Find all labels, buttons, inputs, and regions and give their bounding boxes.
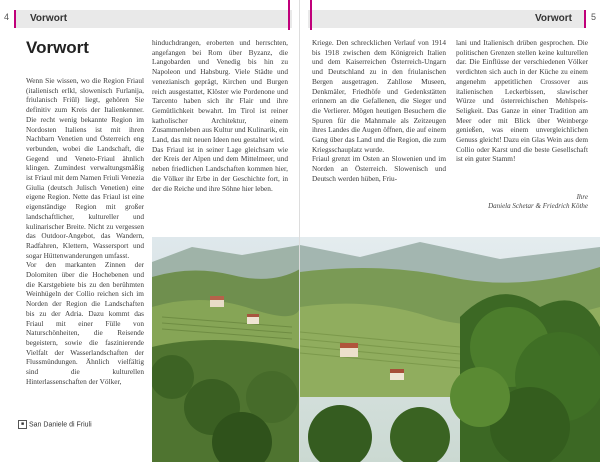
author-signature	[456, 193, 588, 211]
paragraph: Das Friaul ist in seiner Lage gleichsam wie der Kreis der Alpen und dem Mittelmeer, und neben friedlichen Landschaften kommen hier, die Völker ihr Erbe in der Geschichte fort, in der die Reiche und ihre Söhne hier leben.	[152, 144, 288, 193]
paragraph: hinduchdrangen, eroberten und herrschten, angefangen bei Rom über Byzanz, die Langobarden und Venedig bis hin zu Napoleon und Habsburg. Viele Städte und venezianisch geprägt, Kirchen und Burgen reich ausgestattet, Klöster wie Pordenone und Tarcento haben sich ihr Flair und ihre Gemütlichkeit bewahrt. Im Tirol ist reiner katholischer Architektur, einem Zusammenleben aus Kultur und Kulinarik, ein Land, das mit neuen Ideen neu gestaltet wird.	[152, 38, 288, 145]
text-column-2	[456, 38, 588, 164]
landscape-photo-left	[152, 237, 300, 462]
running-header-label: Vorwort	[534, 13, 572, 24]
page-number: 5	[590, 12, 596, 22]
running-header-label: Vorwort	[30, 13, 68, 24]
camera-icon: ■	[18, 420, 27, 429]
chapter-title: Vorwort	[26, 38, 89, 57]
paragraph: Kriege. Den schrecklichen Verlauf von 1914 bis 1918 zwischen dem Königreich Italien und dem Kaiserreichen Österreich-Ungarn und Deutschland zu in den friulanischen Bergen ausgetragen. Zahllose Museen, Denkmäler, Friedhöfe und Gedenkstätten erinnern an die Gefallenen, die Sieger und die Verlierer. Mögen heutigen Besuchern die Spuren für die Mahnmale als Zeitzeugen ihres Landes die Augen öffnen, die auf einem Gang über das Land und die Region, die zum Kriegsschauplatz wurde.	[312, 38, 446, 154]
text-column-1	[26, 76, 144, 387]
landscape-photo-right	[300, 237, 600, 462]
signature-names: Daniela Schetar & Friedrich Köthe	[488, 202, 588, 210]
right-page	[300, 0, 600, 462]
accent-tick	[288, 0, 290, 30]
accent-tick	[310, 0, 312, 30]
signature-greeting: Ihre	[576, 193, 588, 201]
paragraph: Friaul grenzt im Osten an Slowenien und im Norden an Österreich. Slowenisch und Deutsch werden hüben, Friu-	[312, 154, 446, 183]
paragraph: Vor den markanten Zinnen der Dolomiten über die Hochebenen und die Karstgebiete bis zu den berühmten Weinhügeln der Collio reichen sich im Norden der Region die Landschaften bis zu der Adria. Dazu kommt das Friaul mit einer Fülle von Naturschönheiten, die Reisende begeistern, sowie die faszinierende Vielfalt der Wasserlandschaften der Flussmündungen. Ähnlich vielfältig sind die kulturellen Hinterlassenschaften der Völker,	[26, 260, 144, 386]
paragraph: Wenn Sie wissen, wo die Region Friaul (italienisch erlkl, slowenisch Furlanija, friulanisch Friûl) liegt, gehören Sie definitiv zum Kreis der Italienkenner. Die recht wenig bekannte Region im Nordosten Italiens ist mit ihren Nachbarn Venetien und Österreich eng verbunden, wobei die Landschaft, die Gegend und Veneto-Friaul ähnlich klingen. Zumindest verwaltungsmäßig ist Friaul mit dem Namen Friuli Venezia Giulia (deutsch Julisch Venetien) eine eigene Region. Nette das Friaul ist eine eigenständige Region mit großer landschaftlicher, kultureller und kulinarischer Breite. Nicht zu vergessen das Outdoor-Angebot, das Wandern, Radfahren, Klettern, Wassersport und sogar Hüttenwanderungen umfasst.	[26, 76, 144, 260]
photo-caption	[18, 420, 92, 429]
paragraph: lani und Italienisch drüben gesprochen. Die politischen Grenzen stellen keine kulturellen dar. Die Einflüsse der verschiedenen Völker verdichten sich auch in der Küche zu einem angenehm appetitlichen Crossover aus italienischen Leckerbissen, slawischer Würze und österreichischen Mehlspeis-Seligkeit. Das Ganze in einer Tradition am Meer oder mit Blick über Weinberge genießen, was einem unvergleichlichen Genuss gleicht! Dazu ein Glas Wein aus dem Collio oder Karst und die beste Gesellschaft ist ein guter Stamm!	[456, 38, 588, 164]
caption-text: San Daniele di Friuli	[29, 421, 92, 429]
text-column-2	[152, 38, 288, 193]
page-number: 4	[4, 12, 10, 22]
text-column-1	[312, 38, 446, 184]
